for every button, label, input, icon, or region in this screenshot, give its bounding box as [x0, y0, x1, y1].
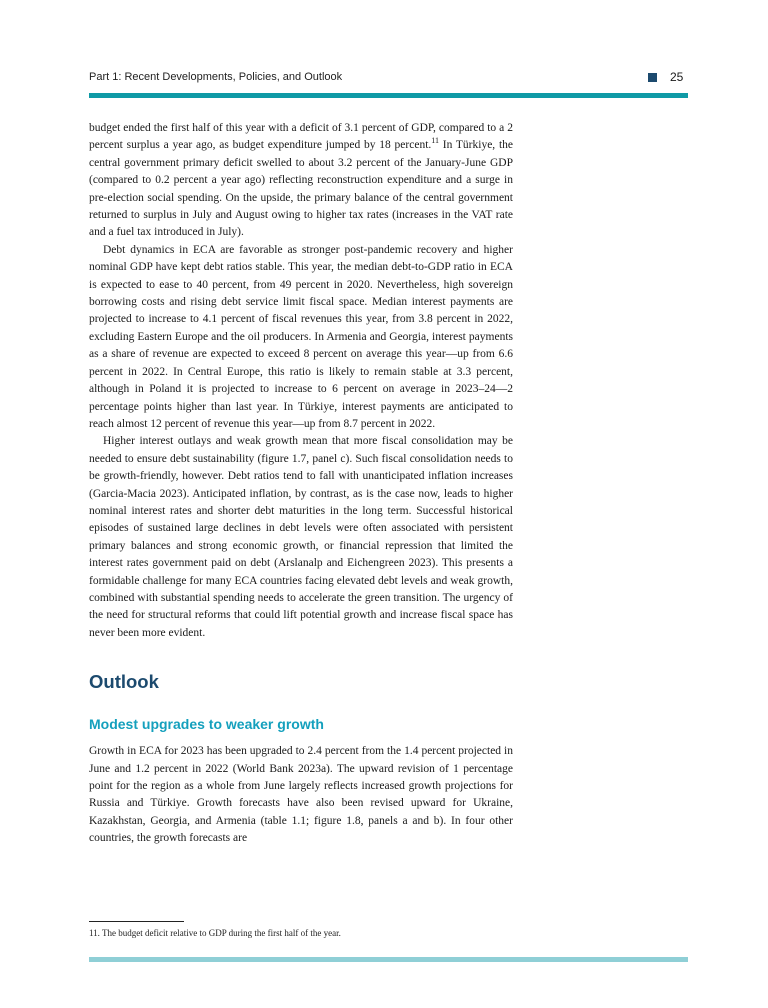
header-rule — [89, 93, 688, 98]
page-number: 25 — [670, 70, 684, 84]
paragraph-4: Growth in ECA for 2023 has been upgraded to 2.4 percent from the 1.4 percent projected in June and 1.2 percent in 2022 (World Bank 2023a). The upward revision of 1 percentage point for the region as a whole from June largely reflects increased growth projections for Russia and Türkiye. Growth forecasts have also been revised upward for Ukraine, Kazakhstan, Georgia, and Armenia (table 1.1; figure 1.8, panels a and b). In four other countries, the growth forecasts are — [89, 745, 513, 845]
paragraph-1-part-b: In Türkiye, the central government primary deficit swelled to about 3.2 percent of the January-June GDP (compared to 0.2 percent a year ago) reflecting reconstruction expenditure and a surge in pre-election social spending. On the upside, the primary balance of the central government returned to surplus in July and August owing to higher tax rates (increases in the VAT rate and a fuel tax introduced in July). — [89, 139, 513, 239]
paragraph-1 — [89, 120, 513, 242]
paragraph-2: Debt dynamics in ECA are favorable as stronger post-pandemic recovery and higher nominal GDP have kept debt ratios stable. This year, the median debt-to-GDP ratio in ECA is expected to ease to 40 percent, from 49 percent in 2020. Nevertheless, high sovereign borrowing costs and rising debt service limit fiscal space. Median interest payments are projected to increase to 4.1 percent of fiscal revenues this year, from 3.8 percent in 2022, excluding Eastern Europe and the oil producers. In Armenia and Georgia, interest payments as a share of revenue are expected to exceed 8 percent on average this year—up from 6.6 percent in 2022. In Central Europe, this ratio is likely to remain stable at 3.3 percent, although in Poland it is projected to increase to 6 percent on average in 2023–24—2 percentage points higher than last year. In Türkiye, interest payments are anticipated to reach almost 12 percent of revenue this year—up from 8.7 percent in 2022. — [89, 243, 513, 430]
section-heading-outlook: Outlook — [89, 671, 159, 693]
footer-rule — [89, 957, 688, 962]
body-text — [89, 120, 513, 848]
header-square-icon — [648, 73, 657, 82]
paragraph-1-part-a: budget ended the first half of this year with a deficit of 3.1 percent of GDP, compared to a 2 percent surplus a year ago, as budget expenditure jumped by 18 percent. — [89, 122, 513, 152]
running-header: Part 1: Recent Developments, Policies, and Outlook — [89, 71, 343, 83]
paragraph-3: Higher interest outlays and weak growth mean that more fiscal consolidation may be needed to ensure debt sustainability (figure 1.7, panel c). Such fiscal consolidation needs to be growth-friendly, however. Debt ratios tend to fall with unanticipated inflation increases (Garcia-Macia 2023). Anticipated inflation, by contrast, as is the case now, leads to higher nominal interest rates and shorter debt maturities in the long term. Successful historical episodes of sustained large declines in debt levels were often associated with persistent primary balances and strong economic growth, or financial repression that limited the interest rates government paid on debt (Arslanalp and Eichengreen 2023). This presents a formidable challenge for many ECA countries facing elevated debt levels and weak growth, combined with substantial spending needs to accelerate the green transition. The urgency of the need for structural reforms that could lift potential growth and increase fiscal space has never been more evident. — [89, 435, 513, 639]
footnote-ref-11[interactable]: 11 — [431, 136, 439, 146]
subsection-heading: Modest upgrades to weaker growth — [89, 716, 324, 733]
footnote-rule — [89, 921, 184, 922]
footnote-11: 11. The budget deficit relative to GDP during the first half of the year. — [89, 928, 341, 938]
